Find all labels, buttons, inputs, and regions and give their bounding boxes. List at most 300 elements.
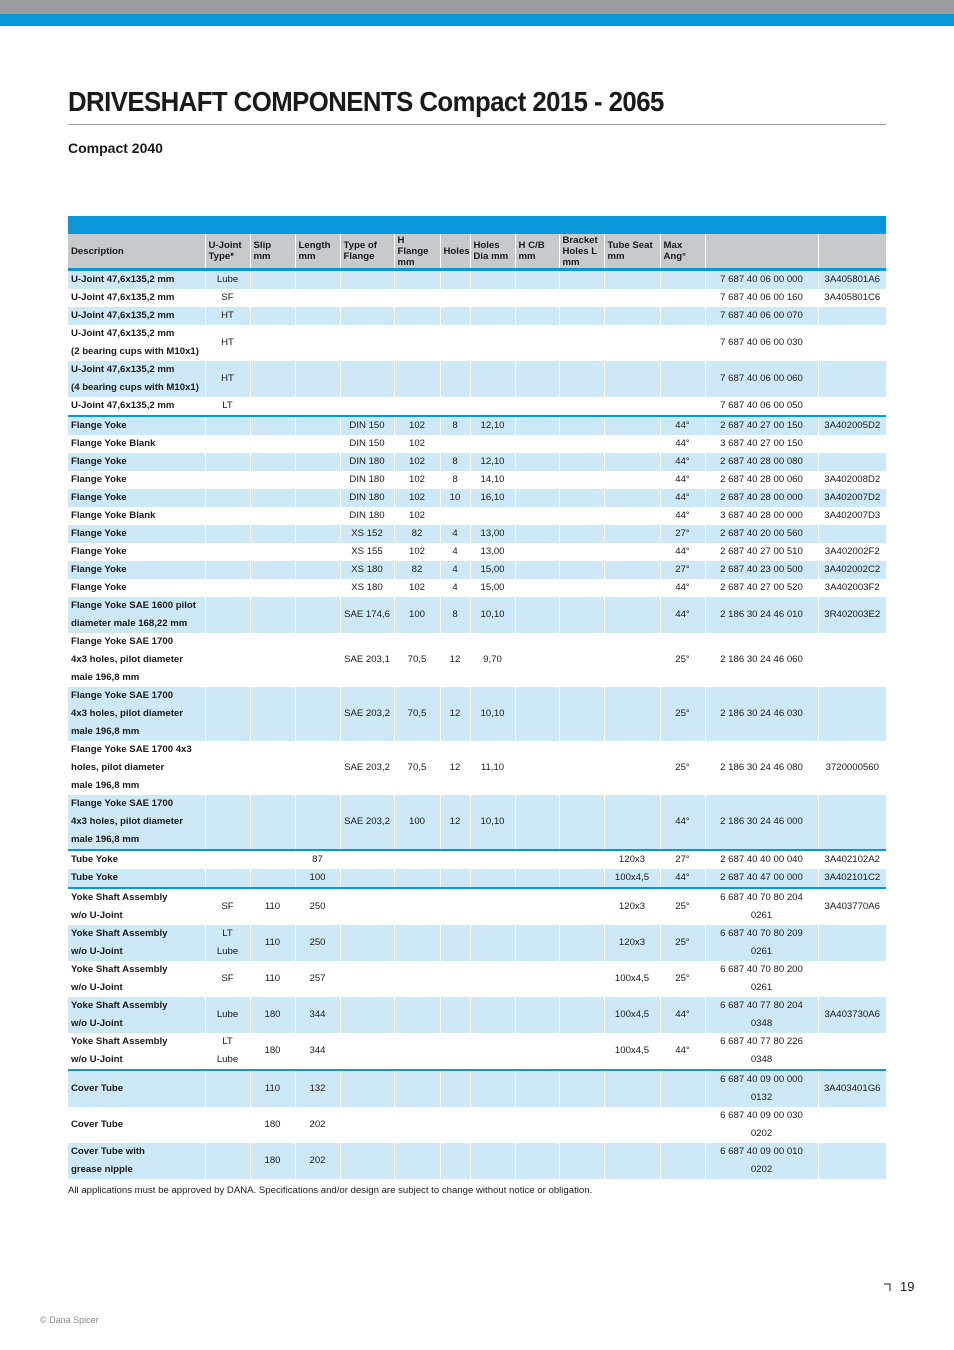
table-cell: 10: [440, 489, 470, 507]
table-cell: 2 687 40 40 00 040: [705, 850, 818, 869]
column-header-line: U-Joint: [208, 240, 242, 251]
table-cell: 11,10: [470, 741, 515, 795]
table-row: [68, 869, 886, 888]
table-cell: 2 186 30 24 46 030: [705, 687, 818, 741]
table-cell: 2 687 40 28 00 060: [705, 471, 818, 489]
table-cell: [205, 1143, 250, 1179]
row-description: [68, 1070, 205, 1107]
table-cell: 2 687 40 28 00 000: [705, 489, 818, 507]
title-divider: [68, 124, 886, 125]
table-cell: [205, 325, 250, 361]
description-line: holes, pilot diameter: [71, 762, 165, 773]
table-cell: 100: [295, 869, 340, 888]
table-cell: [515, 507, 559, 525]
table-cell: [604, 507, 660, 525]
table-cell: 100x4,5: [604, 997, 660, 1033]
table-cell: [340, 997, 394, 1033]
table-row: [68, 1070, 886, 1107]
table-cell: SAE 203,2: [340, 741, 394, 795]
row-description: [68, 579, 205, 597]
table-cell: [340, 289, 394, 307]
top-blue-bar: [0, 14, 954, 26]
description-line: Flange Yoke: [71, 474, 127, 485]
table-cell: [470, 1070, 515, 1107]
table-cell: [205, 997, 250, 1033]
table-cell: [295, 361, 340, 397]
table-cell: 70,5: [394, 741, 440, 795]
description-line: Flange Yoke: [71, 420, 127, 431]
table-cell: [559, 561, 604, 579]
table-cell: [205, 961, 250, 997]
table-cell: 344: [295, 997, 340, 1033]
table-row: [68, 1033, 886, 1070]
table-cell: [559, 997, 604, 1033]
table-cell: [295, 435, 340, 453]
row-description: [68, 289, 205, 307]
table-row: [68, 597, 886, 633]
table-cell: [295, 289, 340, 307]
table-cell: SAE 203,2: [340, 795, 394, 850]
table-cell: [470, 435, 515, 453]
table-cell: [394, 961, 440, 997]
table-cell: DIN 150: [340, 416, 394, 435]
column-header-line: Holes: [473, 240, 500, 251]
table-cell: [250, 325, 295, 361]
table-cell: [394, 1070, 440, 1107]
table-cell: 3A402008D2: [824, 474, 881, 485]
table-cell: [250, 597, 295, 633]
table-cell: [440, 307, 470, 325]
table-cell: 3A402002F2: [824, 546, 880, 557]
table-cell: 180: [250, 1107, 295, 1143]
table-cell: 102: [394, 507, 440, 525]
column-header-line: Holes: [443, 245, 470, 257]
table-cell: [604, 795, 660, 850]
table-cell: [250, 525, 295, 543]
table-cell: [515, 489, 559, 507]
table-cell: [205, 741, 250, 795]
table-cell: [604, 453, 660, 471]
table-cell: [394, 925, 440, 961]
ujoint-type-line: SF: [221, 973, 234, 984]
column-header-12: [705, 234, 818, 270]
table-cell: [515, 687, 559, 741]
table-cell: 102: [394, 489, 440, 507]
table-cell: [559, 289, 604, 307]
description-line: Yoke Shaft Assembly: [71, 964, 168, 975]
table-cell: [559, 453, 604, 471]
column-header-4: [340, 234, 394, 270]
table-cell: [440, 888, 470, 925]
table-cell: [295, 597, 340, 633]
table-cell: [559, 361, 604, 397]
table-cell: [205, 307, 250, 325]
column-header-5: [394, 234, 440, 270]
table-row: [68, 561, 886, 579]
table-cell: 120x3: [604, 850, 660, 869]
table-cell: DIN 180: [340, 507, 394, 525]
table-row: [68, 507, 886, 525]
column-header-line: mm: [607, 251, 625, 262]
row-description: [68, 270, 205, 290]
row-description: [68, 795, 205, 850]
table-cell: [660, 307, 705, 325]
table-cell: [818, 1033, 886, 1070]
table-cell: [440, 325, 470, 361]
table-cell: 12: [440, 687, 470, 741]
table-cell: [295, 561, 340, 579]
description-line: Yoke Shaft Assembly: [71, 1036, 168, 1047]
row-description: [68, 416, 205, 435]
table-cell: 25°: [660, 961, 705, 997]
table-row: [68, 397, 886, 416]
description-line: Cover Tube with: [71, 1146, 145, 1157]
row-description: [68, 561, 205, 579]
table-cell: [515, 997, 559, 1033]
table-cell: [818, 687, 886, 741]
table-header-row: [68, 234, 886, 270]
table-cell: [440, 1143, 470, 1179]
table-cell: [205, 543, 250, 561]
column-header-7: [470, 234, 515, 270]
table-cell: [818, 435, 886, 453]
table-cell: [250, 361, 295, 397]
table-cell: 12: [440, 795, 470, 850]
table-cell: [515, 543, 559, 561]
table-cell: [604, 361, 660, 397]
table-cell: [205, 687, 250, 741]
description-line: Flange Yoke SAE 1700: [71, 636, 174, 647]
table-row: [68, 270, 886, 290]
ujoint-type-line: Lube: [216, 274, 239, 285]
table-cell: [250, 416, 295, 435]
table-cell: [660, 1143, 705, 1179]
table-cell: [470, 289, 515, 307]
table-cell: XS 180: [340, 579, 394, 597]
table-cell: [559, 325, 604, 361]
table-cell: [440, 1033, 470, 1070]
table-cell: [470, 307, 515, 325]
table-cell: 6 687 40 70 80 209 0261: [705, 925, 818, 961]
table-cell: 44°: [660, 795, 705, 850]
table-cell: [559, 579, 604, 597]
table-cell: [818, 1107, 886, 1143]
table-cell: [440, 1070, 470, 1107]
table-cell: [604, 416, 660, 435]
column-header-line: Type*: [208, 251, 234, 262]
description-line: Flange Yoke SAE 1600 pilot: [71, 600, 196, 611]
table-cell: DIN 180: [340, 471, 394, 489]
table-cell: [394, 397, 440, 416]
description-line: Flange Yoke: [71, 546, 127, 557]
table-cell: [470, 1033, 515, 1070]
table-cell: [394, 289, 440, 307]
table-cell: 102: [394, 471, 440, 489]
table-cell: DIN 150: [340, 435, 394, 453]
table-cell: [515, 925, 559, 961]
table-cell: [818, 795, 886, 850]
ujoint-type-line: Lube: [216, 1009, 239, 1020]
table-cell: [559, 961, 604, 997]
table-cell: [250, 489, 295, 507]
table-cell: [340, 961, 394, 997]
table-cell: 44°: [660, 543, 705, 561]
description-line: (4 bearing cups with M10x1): [71, 382, 199, 393]
table-cell: [559, 543, 604, 561]
table-cell: [340, 1107, 394, 1143]
table-cell: [660, 1070, 705, 1107]
table-cell: [394, 325, 440, 361]
description-line: male 196,8 mm: [71, 672, 140, 683]
ujoint-type-line: SF: [221, 901, 234, 912]
table-cell: 16,10: [470, 489, 515, 507]
table-cell: [440, 397, 470, 416]
table-cell: 6 687 40 09 00 000 0132: [705, 1070, 818, 1107]
table-cell: [470, 925, 515, 961]
table-cell: [604, 307, 660, 325]
table-cell: [394, 361, 440, 397]
table-cell: [604, 471, 660, 489]
table-cell: [470, 1107, 515, 1143]
description-line: Flange Yoke: [71, 582, 127, 593]
table-cell: 7 687 40 06 00 000: [705, 270, 818, 290]
description-line: Flange Yoke: [71, 564, 127, 575]
description-line: (2 bearing cups with M10x1): [71, 346, 199, 357]
table-cell: [559, 888, 604, 925]
table-cell: [818, 1143, 886, 1179]
table-cell: 15,00: [470, 561, 515, 579]
column-header-line: Length: [298, 240, 331, 251]
table-cell: [394, 888, 440, 925]
table-cell: [818, 525, 886, 543]
table-cell: [394, 270, 440, 290]
table-cell: 100: [394, 795, 440, 850]
description-line: w/o U-Joint: [71, 1054, 123, 1065]
table-cell: [515, 270, 559, 290]
table-cell: 3A403401G6: [818, 1070, 886, 1107]
table-cell: [604, 397, 660, 416]
column-header-line: Holes L: [562, 245, 598, 257]
table-cell: 6 687 40 70 80 204 0261: [705, 888, 818, 925]
table-row: [68, 471, 886, 489]
table-cell: 2 186 30 24 46 060: [705, 633, 818, 687]
table-cell: 102: [394, 579, 440, 597]
table-cell: [205, 416, 250, 435]
table-cell: [250, 289, 295, 307]
table-cell: [295, 579, 340, 597]
table-cell: [205, 795, 250, 850]
table-cell: 25°: [660, 633, 705, 687]
description-line: 4x3 holes, pilot diameter: [71, 708, 183, 719]
column-header-line: mm: [562, 256, 580, 268]
row-description: [68, 850, 205, 869]
table-cell: 3A402005D2: [818, 416, 886, 435]
table-cell: [604, 525, 660, 543]
ujoint-type-line: LT: [222, 400, 233, 411]
table-cell: [515, 289, 559, 307]
row-description: [68, 597, 205, 633]
table-cell: [205, 435, 250, 453]
table-cell: [205, 597, 250, 633]
table-cell: 6 687 40 77 80 226 0348: [705, 1033, 818, 1070]
row-description: [68, 525, 205, 543]
table-cell: 4: [440, 561, 470, 579]
table-cell: 8: [440, 416, 470, 435]
table-row: [68, 543, 886, 561]
table-cell: [559, 1143, 604, 1179]
table-cell: 110: [250, 961, 295, 997]
table-cell: 27°: [660, 525, 705, 543]
table-cell: [604, 1107, 660, 1143]
table-cell: [340, 1070, 394, 1107]
footnote: All applications must be approved by DANA. Specifications and/or design are subject to change without notice or obligation.: [68, 1185, 593, 1196]
column-header-11: [660, 234, 705, 270]
table-cell: 3A405801C6: [824, 292, 881, 303]
table-cell: [515, 1143, 559, 1179]
ujoint-type-line: LT: [222, 1036, 233, 1047]
table-cell: [818, 961, 886, 997]
table-cell: [250, 270, 295, 290]
table-cell: 3A402002C2: [818, 561, 886, 579]
row-description: [68, 543, 205, 561]
table-cell: [205, 507, 250, 525]
table-cell: [440, 869, 470, 888]
description-line: U-Joint 47,6x135,2 mm: [71, 400, 175, 411]
table-cell: [205, 525, 250, 543]
table-cell: [559, 525, 604, 543]
table-cell: [604, 597, 660, 633]
table-cell: 180: [250, 1143, 295, 1179]
column-header-line: mm: [253, 251, 271, 262]
table-cell: [559, 1070, 604, 1107]
table-cell: [515, 1070, 559, 1107]
column-header-line: H Flange: [397, 234, 429, 257]
table-row: [68, 925, 886, 961]
table-cell: [559, 925, 604, 961]
table-cell: 3 687 40 27 00 150: [705, 435, 818, 453]
column-header-line: H C/B: [518, 240, 545, 251]
table-cell: [604, 633, 660, 687]
table-cell: 3A402007D3: [824, 510, 881, 521]
table-cell: 27°: [660, 850, 705, 869]
table-cell: [515, 597, 559, 633]
table-row: [68, 1143, 886, 1179]
table-cell: [250, 850, 295, 869]
ujoint-type-line: SF: [221, 292, 234, 303]
table-row: [68, 307, 886, 325]
table-cell: 180: [250, 997, 295, 1033]
table-cell: 44°: [660, 597, 705, 633]
table-cell: XS 180: [340, 561, 394, 579]
table-cell: [559, 307, 604, 325]
table-cell: 100x4,5: [604, 1033, 660, 1070]
row-description: [68, 961, 205, 997]
table-cell: [515, 869, 559, 888]
table-cell: 3A403730A6: [818, 997, 886, 1033]
description-line: male 196,8 mm: [71, 726, 140, 737]
row-description: [68, 741, 205, 795]
table-cell: [205, 270, 250, 290]
table-cell: SAE 174,6: [340, 597, 394, 633]
table-cell: [250, 453, 295, 471]
column-header-13: [818, 234, 886, 270]
description-line: diameter male 168,22 mm: [71, 618, 188, 629]
table-cell: [470, 997, 515, 1033]
table-row: [68, 997, 886, 1033]
table-cell: 25°: [660, 687, 705, 741]
table-cell: 180: [250, 1033, 295, 1070]
table-cell: [340, 325, 394, 361]
table-cell: [470, 325, 515, 361]
column-header-line: Flange: [343, 251, 375, 262]
table-cell: [250, 543, 295, 561]
table-cell: [515, 325, 559, 361]
table-cell: [559, 850, 604, 869]
table-row: [68, 961, 886, 997]
table-cell: [250, 397, 295, 416]
column-header-9: [559, 234, 604, 270]
column-header-8: [515, 234, 559, 270]
table-cell: 257: [295, 961, 340, 997]
table-cell: [250, 869, 295, 888]
column-header-line: Type of: [343, 240, 377, 251]
table-cell: 6 687 40 09 00 030 0202: [705, 1107, 818, 1143]
page-title: DRIVESHAFT COMPONENTS Compact 2015 - 2065: [68, 86, 664, 117]
row-description: [68, 307, 205, 325]
description-line: U-Joint 47,6x135,2 mm: [71, 310, 175, 321]
table-cell: [205, 397, 250, 416]
table-body: [68, 270, 886, 1180]
description-line: 4x3 holes, pilot diameter: [71, 816, 183, 827]
table-cell: 44°: [660, 471, 705, 489]
table-cell: 6 687 40 77 80 204 0348: [705, 997, 818, 1033]
row-description: [68, 869, 205, 888]
table-cell: [818, 397, 886, 416]
table-cell: 2 687 40 23 00 500: [705, 561, 818, 579]
description-line: Yoke Shaft Assembly: [71, 892, 168, 903]
table-cell: [295, 325, 340, 361]
table-cell: [295, 633, 340, 687]
table-cell: 8: [440, 471, 470, 489]
column-header-line: Ang°: [663, 251, 686, 262]
description-line: Flange Yoke SAE 1700: [71, 690, 174, 701]
table-cell: 2 186 30 24 46 010: [705, 597, 818, 633]
table-cell: 100x4,5: [604, 869, 660, 888]
description-line: male 196,8 mm: [71, 780, 140, 791]
table-cell: [660, 397, 705, 416]
table-cell: 100: [394, 597, 440, 633]
column-header-line: Dia mm: [473, 251, 509, 262]
table-cell: [340, 925, 394, 961]
table-cell: [295, 453, 340, 471]
table-cell: 7 687 40 06 00 160: [705, 289, 818, 307]
table-row: [68, 525, 886, 543]
table-row: [68, 687, 886, 741]
table-row: [68, 325, 886, 361]
table-cell: 10,10: [470, 687, 515, 741]
table-cell: [205, 850, 250, 869]
table-cell: [559, 507, 604, 525]
table-cell: 102: [394, 435, 440, 453]
table-cell: [660, 325, 705, 361]
table-cell: [295, 397, 340, 416]
table-cell: 44°: [660, 435, 705, 453]
table-cell: [295, 471, 340, 489]
table-cell: 344: [295, 1033, 340, 1070]
column-header-line: mm: [397, 256, 415, 268]
table-cell: [250, 435, 295, 453]
table-cell: 102: [394, 453, 440, 471]
